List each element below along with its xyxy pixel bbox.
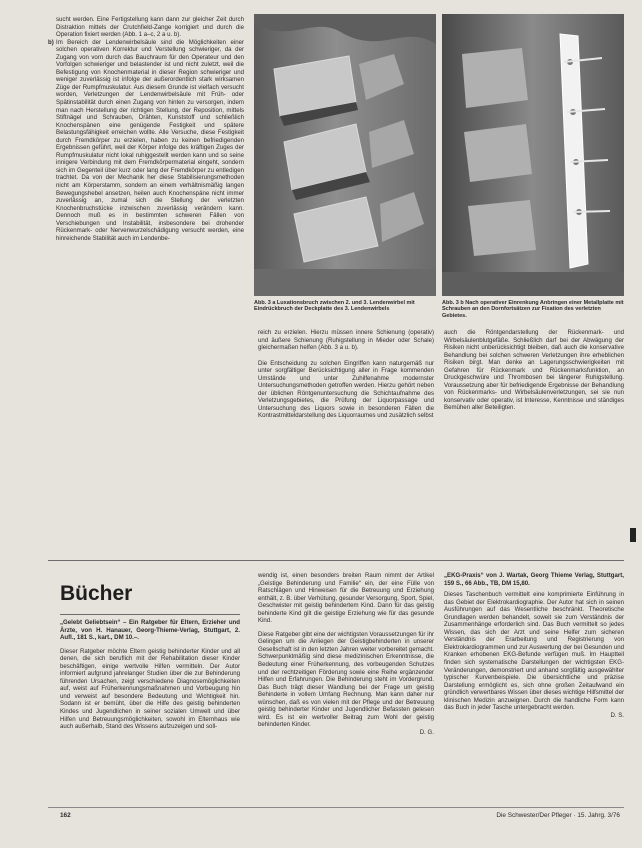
right-paragraph: auch die Röntgendarstellung der Rückenmark- und Wirbelsäulenblutgefäße. Schließlich darf bei der Abwägung der Risiken nicht unberücksichtigt bleiben, daß auch die konservative Behandlung bei solchen schweren Verletzungen ihre erheblichen Risiken birgt. Man denke an Lagerungsschwierigkeiten mit Gefahren für Rückenmark und Rückenmarksfunktion, an Druckgeschwüre und Thrombosen bei längerer Ruhigstellung. Voraussetzung aber für befriedigende Ergebnisse der Behandlung von Rückenmarks- und Wirbelsäulenverletzungen, sei sie nun konservativ oder operativ, ist Interesse, Kenntnisse und ständiges Bemühen aller Beteiligten. (444, 329, 624, 412)
section-divider (48, 560, 624, 561)
figure-3a-caption: Abb. 3 a Luxationsbruch zwischen 2. und 3. Lendenwirbel mit Eindrückbruch der Deckplatte des 3. Lendenwirbels (254, 300, 415, 313)
list-item-b (48, 39, 244, 243)
book-2-signature: D. S. (610, 711, 624, 719)
books-left-column (60, 619, 240, 731)
middle-paragraph-2: Die Entscheidung zu solchen Eingriffen kann naturgemäß nur unter sorgfältiger Berücksichtigung aller in Frage kommenden Umstände und unter Zuhilfenahme modernster Untersuchungsmethoden getroffen werden. Hierzu gehört neben der üblichen Röntgenuntersuchung die Schichtaufnahme des Verletzungsgebietes, die Prüfung der Liquorpassage und Untersuchung des Liquors sowie in besonderen Fällen die Kontrastmitteldarstellung des Liquorraumes und zusätzlich selbst (258, 359, 434, 420)
book-1-text: Dieser Ratgeber möchte Eltern geistig behinderter Kinder und all denen, die sich beruflich mit der Rehabilitation dieser Kinder beschäftigen, einige wertvolle Hilfen vermitteln. Der Autor informiert aufgrund jahrelanger Studien über die zur Behinderung führenden Ursachen, zeigt verschiedene Diagnosemöglichkeiten auf, weist auf Früherkennungsmaßnahmen und Vorbeugung hin und verweist auf besondere Bedeutung und Wichtigkeit hin. Sodann ist er bemüht, über die Hilfe des geistig behinderten Kindes und Jugendlichen in seiner sozialen Umwelt und über Hilfen und Betreuungsmöglichkeiten, sowohl im Elternhaus wie auch außerhalb, Stand des Wissens aufzuzeigen und soll- (60, 647, 240, 731)
left-column-text (48, 16, 244, 242)
footer-rule (48, 807, 624, 808)
spine-plate-xray-image (442, 14, 624, 296)
list-marker: b) (48, 38, 54, 46)
book-2-text: Dieses Taschenbuch vermittelt eine komprimierte Einführung in das Gebiet der Elektrokardiographie. Der Autor hat sich in seinen Ausführungen auf das Wesentliche beschränkt. Theoretische Grundlagen werden behandelt, soweit sie zum Verständnis der Zusammenhänge erforderlich sind. Das Buch vermittelt so jedes Wissen, das sich der Arzt und seine Helfer zum sicheren Verständnis der Erarbeitung und Registrierung von Elektrokardiogrammen und zur Auswertung der bei Gesunden und Kranken erhobenen EKG-Befunde verfügen muß. Im Hauptteil finden sich systematische Darstellungen der wichtigsten EKG-Veränderungen, demonstriert und anhand sorgfältig ausgewählter typischer Kurvenbeispiele. Die übersichtliche und präzise Darstellung ermöglicht es, sich ohne großen Zeitaufwand ein gründlich verwertbares Wissen über dieses wichtige Hilfsmittel der klinischen Medizin anzueignen. Durch die handliche Form kann das Buch in jeder Tasche untergebracht werden. (444, 591, 624, 712)
books-heading-rule (60, 614, 240, 615)
book-1-continuation: wendig ist, einen besonders breiten Raum nimmt der Artikel „Geistige Behinderung und Familie“ ein, der eine Fülle von Ratschlägen und Hinweisen für die Betreuung und Erziehung enthält, z. B. über Verhütung, gesunder Versorgung, Sport, Spiel, Geschwister mit geistig behindertem Kind. Dann für das geistig behinderte Kind gilt die geistige Erziehung wie für das gesunde Kind. (258, 572, 434, 625)
continuation-paragraph: sucht werden. Eine Fertigstellung kann dann zur gleicher Zeit durch Distraktion mittels der Crutchfield-Zange korrigiert und durch die Operation fixiert werden (Abb. 1 a–c, 2 a u. b). (56, 16, 244, 39)
book-1-continuation-2: Diese Ratgeber gibt eine der wichtigsten Voraussetzungen für ihr Gelingen um die Anliegen der Geistigbehinderten in unserer Gesellschaft ist in den letzten Jahren weiter vorbereitet gemacht. Schwerpunktmäßig sind diese medizinischen Erkenntnisse, die Bedeutung einer Früherkennung, des vorbeugenden Schutzes und der rechtzeitigen Förderung sowie eine Reihe ergänzender Hilfen und Erfahrungen. Die Behinderung steht im Vordergrund. Das Buch trägt dieser Wandlung bei der Frage um geistig Behinderte in vollem Umfang Rechnung. Man kann daher nur wünschen, daß es von vielen mit der Pflege und der Betreuung geistig behinderter Kinder und Jugendlicher Befassten gelesen wird. Es ist ein wertvoller Beitrag zum Wohl der geistig behinderten Kinder. (258, 630, 434, 729)
books-right-column (444, 572, 624, 719)
middle-column-text (258, 329, 434, 420)
page-number: 162 (60, 812, 71, 819)
list-item-b-text: Im Bereich der Lendenwirbelsäule sind die Möglichkeiten einer solchen operativen Korrektur und Verstellung schwieriger, da der Zugang von vorn durch das Bauchraum für den Operateur und den Vorfolgen schwieriger und belastender ist und nicht zuletzt, weil die Befestigung von Knochenmaterial in dieser Region schwieriger und weniger zuverlässig ist infolge der außerordentlich stark wirksamen Züge der Rumpfmuskulatur. Aus diesem Grunde ist vielfach versucht worden, Verletzungen der Lendenwirbelsäule mit Früh- oder Spätinstabilität durch einen Zugang von hinten zu versorgen, indem man nach Herstellung der richtigen Stellung, der Reposition, mittels Stiftnägel und Schrauben, Drähten, Kunststoff und schließlich Knochenspänen eine genügende Festigkeit und spätere Belastungsfähigkeit erreichen wollte. Alle Versuche, diese Festigkeit durch Fremdkörper zu erzielen, haben zu keinen befriedigenden Ergebnissen geführt, weil der Körper infolge des kräftigen Zuges der Rumpfmuskulatur nicht lokal ruhiggestellt werden kann und so seine innigere Verbindung mit dem Fremdkörpermaterial eingeht, sondern sich im Gegenteil über kurz oder lang der Fremdkörper zu entledigen trachtet. Da von der Mechanik her diese Stabilisierungsmethoden nicht am Körperstamm, sondern an einem verhältnismäßig langen Bewegungshebel ansetzen, heilen auch Knochenspäne nicht immer zuverlässig an, zumal sich die Stellung der verletzten Knochenbruchstücke inzwischen zuverlässig verändern kann. Dennoch muß es in bestimmten schweren Fällen von Verschiebungen und Instabilität, insbesondere bei drohender Rückenmark- oder Nervenwurzelschädigung versucht werden, eine hinreichende Stabilität auch im Lendenbe- (56, 38, 244, 242)
spine-lateral-xray-image (254, 14, 436, 296)
figure-3a-xray (254, 14, 436, 296)
margin-mark (630, 528, 636, 542)
journal-footer: Die Schwester/Der Pfleger · 15. Jahrg. 3/76 (496, 812, 620, 819)
book-1-signature: D. G. (419, 728, 434, 736)
books-heading: Bücher (60, 582, 133, 605)
book-2-title: „EKG-Praxis“ von J. Wartak, Georg Thieme Verlag, Stuttgart, 159 S., 66 Abb., TB, DM 15,80. (444, 572, 624, 587)
middle-paragraph-1: reich zu erzielen. Hierzu müssen innere Schienung (operativ) und äußere Schienung (Ruhigstellung in Mieder oder Schale) gleichermaßen helfen (Abb. 3 a u. b). (258, 329, 434, 352)
books-middle-column (258, 572, 434, 736)
figure-3b-xray (442, 14, 624, 296)
figure-3b-caption: Abb. 3 b Nach operativer Einrenkung Anbringen einer Metallplatte mit Schrauben an den Dornfortsätzen zur Fixation des verletzten Gebietes. (442, 300, 624, 319)
book-1-title: „Gelebt Geliebtsein“ – Ein Ratgeber für Eltern, Erzieher und Ärzte, von H. Hanauer, Georg-Thieme-Verlag, Stuttgart, 2. Aufl., 181 S., kart., DM 10.–. (60, 619, 240, 642)
right-column-text (444, 329, 624, 412)
